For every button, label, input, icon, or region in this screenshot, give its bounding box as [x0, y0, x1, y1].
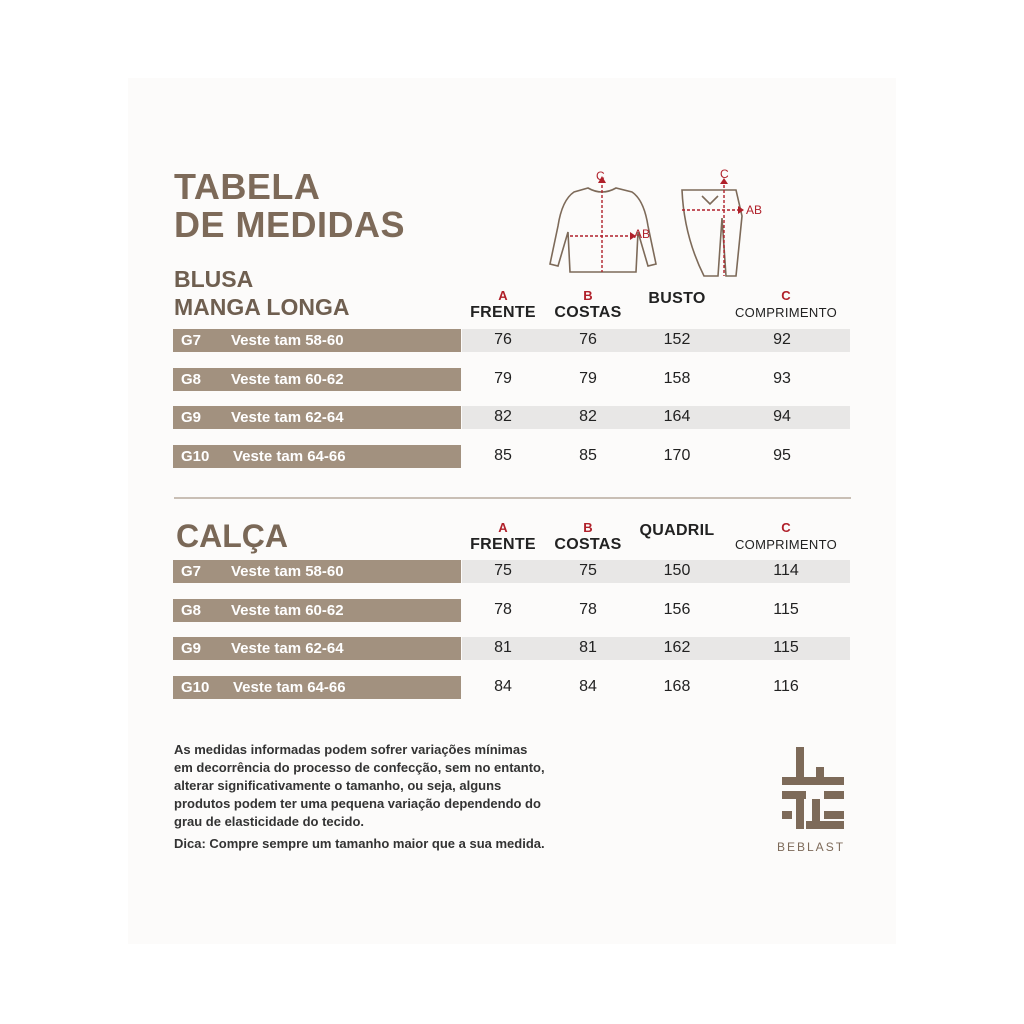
- size-code: G7: [181, 332, 202, 349]
- blusa-row-g8: [173, 368, 461, 391]
- blusa-row-g9: [173, 406, 461, 429]
- calca-col-quadril: [617, 521, 737, 541]
- col-letter: B: [583, 520, 593, 535]
- size-label: Veste tam 62-64: [231, 640, 344, 657]
- table-cell: 116: [773, 678, 799, 695]
- calca-subtitle: CALÇA: [176, 518, 288, 554]
- blusa-subtitle-line2: MANGA LONGA: [174, 294, 350, 320]
- size-code: G9: [181, 640, 202, 657]
- col-name: COSTAS: [554, 304, 622, 321]
- table-cell: 93: [773, 370, 791, 387]
- calca-col-comprimento: [726, 521, 846, 555]
- table-cell: 158: [663, 370, 691, 387]
- col-name: BUSTO: [648, 290, 706, 307]
- blusa-col-busto: [617, 289, 737, 309]
- size-label: Veste tam 62-64: [231, 409, 344, 426]
- note-line: As medidas informadas podem sofrer variações mínimas: [174, 742, 528, 757]
- note-line: grau de elasticidade do tecido.: [174, 814, 364, 829]
- col-name: FRENTE: [470, 304, 536, 321]
- note-line: produtos podem ter uma pequena variação dependendo do: [174, 796, 541, 811]
- table-cell: 75: [494, 562, 512, 579]
- table-cell: 152: [663, 331, 691, 348]
- table-cell: 85: [494, 447, 512, 464]
- col-letter: B: [583, 288, 593, 303]
- table-cell: 164: [663, 408, 691, 425]
- table-cell: 115: [773, 639, 799, 656]
- table-cell: 162: [663, 639, 691, 656]
- disclaimer-note: [174, 741, 634, 831]
- calca-row-g10: [173, 676, 461, 699]
- size-code: G9: [181, 409, 202, 426]
- size-code: G10: [181, 679, 210, 696]
- col-letter: A: [498, 520, 508, 535]
- table-cell: 150: [663, 562, 691, 579]
- size-code: G7: [181, 563, 202, 580]
- table-cell: 81: [494, 639, 512, 656]
- diagram-label-ab: AB: [634, 227, 651, 241]
- table-cell: 170: [663, 447, 691, 464]
- table-cell: 78: [579, 601, 597, 618]
- page-title-line1: TABELA: [174, 166, 321, 207]
- table-cell: 84: [579, 678, 597, 695]
- table-cell: 114: [773, 562, 799, 579]
- col-name: COSTAS: [554, 536, 622, 553]
- page-title-line2: DE MEDIDAS: [174, 204, 406, 245]
- table-cell: 94: [773, 408, 791, 425]
- col-letter: C: [781, 520, 791, 535]
- calca-row-g7: [173, 560, 461, 583]
- pants-label-c: C: [720, 167, 729, 181]
- col-name: COMPRIMENTO: [734, 305, 837, 320]
- table-cell: 82: [494, 408, 512, 425]
- size-code: G8: [181, 371, 202, 388]
- table-cell: 79: [579, 370, 597, 387]
- table-cell: 79: [494, 370, 512, 387]
- blusa-row-g10: [173, 445, 461, 468]
- size-label: Veste tam 60-62: [231, 371, 344, 388]
- section-divider: [174, 497, 851, 499]
- size-label: Veste tam 58-60: [231, 332, 344, 349]
- pants-label-ab: AB: [746, 203, 763, 217]
- table-cell: 92: [773, 331, 791, 348]
- size-label: Veste tam 60-62: [231, 602, 344, 619]
- table-cell: 81: [579, 639, 597, 656]
- brand-logo-icon: [780, 747, 846, 831]
- table-cell: 84: [494, 678, 512, 695]
- size-label: Veste tam 58-60: [231, 563, 344, 580]
- note-line: em decorrência do processo de confecção, sem no entanto,: [174, 760, 545, 775]
- table-cell: 156: [663, 601, 691, 618]
- table-cell: 95: [773, 447, 791, 464]
- diagram-label-c: C: [596, 169, 605, 183]
- col-letter: A: [498, 288, 508, 303]
- note-line: alterar significativamente o tamanho, ou seja, alguns: [174, 778, 502, 793]
- table-cell: 82: [579, 408, 597, 425]
- blusa-row-g7: [173, 329, 461, 352]
- size-code: G10: [181, 448, 210, 465]
- col-name: COMPRIMENTO: [734, 537, 837, 552]
- calca-row-g9: [173, 637, 461, 660]
- shirt-diagram-icon: [540, 166, 670, 278]
- table-cell: 76: [494, 331, 512, 348]
- brand-name: BEBLAST: [777, 840, 846, 854]
- col-name: QUADRIL: [639, 522, 715, 539]
- col-letter: C: [781, 288, 791, 303]
- table-cell: 115: [773, 601, 799, 618]
- size-label: Veste tam 64-66: [233, 448, 346, 465]
- table-cell: 75: [579, 562, 597, 579]
- table-cell: 85: [579, 447, 597, 464]
- size-label: Veste tam 64-66: [233, 679, 346, 696]
- size-code: G8: [181, 602, 202, 619]
- table-cell: 78: [494, 601, 512, 618]
- table-cell: 168: [663, 678, 691, 695]
- pants-diagram-icon: [674, 166, 774, 278]
- blusa-subtitle-line1: BLUSA: [174, 266, 254, 292]
- table-cell: 76: [579, 331, 597, 348]
- col-name: FRENTE: [470, 536, 536, 553]
- dica-text: Dica: Compre sempre um tamanho maior que a sua medida.: [174, 836, 545, 851]
- blusa-col-comprimento: [726, 289, 846, 323]
- calca-row-g8: [173, 599, 461, 622]
